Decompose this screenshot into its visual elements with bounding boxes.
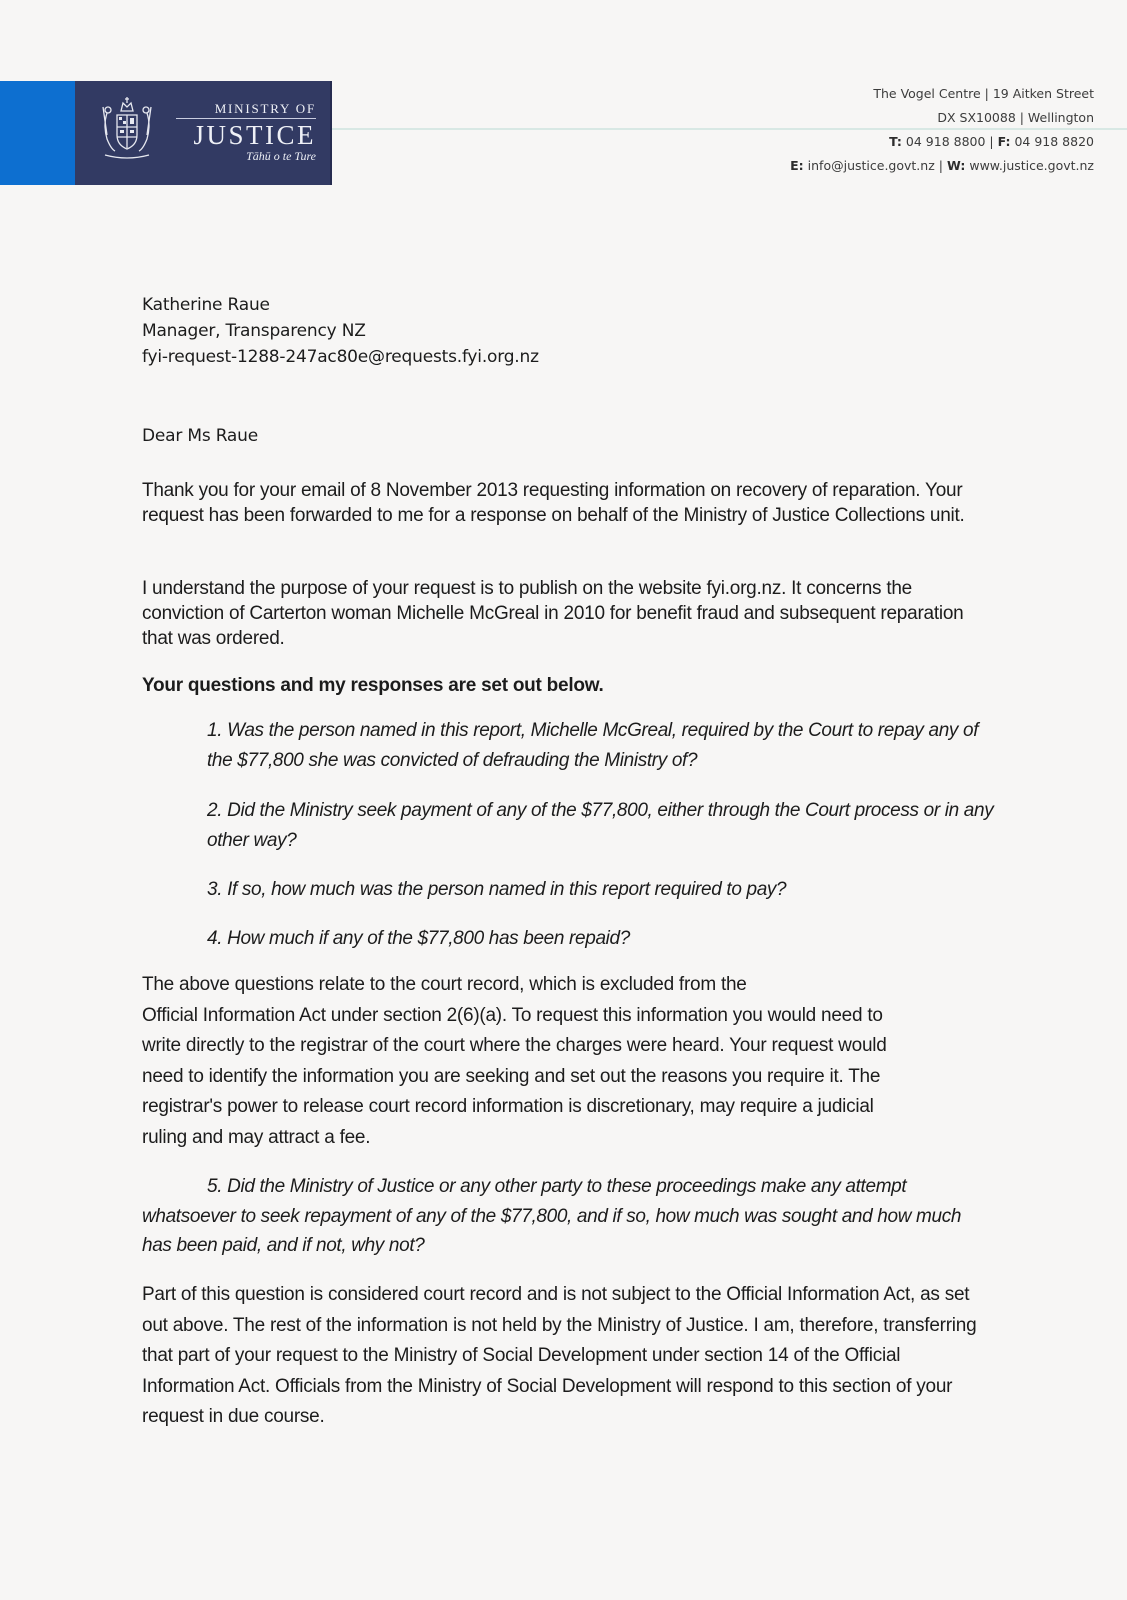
intro-paragraph: Thank you for your email of 8 November 2013 requesting information on recovery of reparation. Your request has been forwarded to me for a response on behalf of the Ministry of Justice Collections unit. (142, 480, 965, 526)
question-5 (142, 1172, 992, 1261)
salutation: Dear Ms Raue (142, 426, 258, 446)
response-line: registrar's power to release court record information is discretionary, may require a judicial (142, 1096, 874, 1117)
recipient-name: Katherine Raue (142, 295, 270, 315)
contact-block (790, 82, 1094, 178)
email-web-line (790, 154, 1094, 178)
question-text: Was the person named in this report, Michelle McGreal, required by the Court to repay any of the $77,800 she was convicted of defrauding the Ministry of? (207, 720, 979, 771)
wordmark-line2: JUSTICE (193, 120, 316, 150)
response-line: write directly to the registrar of the court where the charges were heard. Your request would (142, 1035, 887, 1056)
question-number: 2. (207, 800, 223, 821)
question-4 (207, 924, 997, 954)
address-line2: DX SX10088 | Wellington (937, 110, 1094, 125)
response-line: need to identify the information you are seeking and set out the reasons you require it. The (142, 1065, 881, 1087)
purpose-paragraph: I understand the purpose of your request is to publish on the website fyi.org.nz. It concerns the conviction of Carterton woman Michelle McGreal in 2010 for benefit fraud and subsequent reparation that was ordered. (142, 578, 964, 649)
ministry-logo (75, 81, 332, 185)
question-text: If so, how much was the person named in this report required to pay? (227, 879, 787, 900)
web-label: W: (946, 158, 966, 173)
question-3 (207, 875, 997, 905)
fax-label: F: (997, 134, 1011, 149)
question-text: Did the Ministry of Justice or any other party to these proceedings make any attempt whatsoever to seek repayment of any of the $77,800, and if so, how much was sought and how much has been paid, and if not, why not? (142, 1176, 962, 1256)
question-text: How much if any of the $77,800 has been repaid? (227, 928, 630, 949)
address-line1: The Vogel Centre | 19 Aitken Street (873, 86, 1094, 101)
questions-heading: Your questions and my responses are set out below. (142, 675, 604, 696)
question-2 (207, 796, 997, 855)
response-question-5: Part of this question is considered court record and is not subject to the Official Information Act, as set out above. The rest of the information is not held by the Ministry of Justice. I am, therefore, transferring that part of your request to the Ministry of Social Development under section 14 of the Official Information Act. Officials from the Ministry of Social Development will respond to this section of your request in due course. (142, 1284, 977, 1427)
contact-email: info@justice.govt.nz (807, 158, 935, 173)
recipient-address (142, 292, 539, 370)
email-label: E: (790, 158, 804, 173)
contact-website: www.justice.govt.nz (969, 158, 1094, 173)
question-number: 4. (207, 928, 223, 949)
brand-color-bar (0, 81, 75, 185)
separator: | (938, 158, 943, 173)
recipient-title: Manager, Transparency NZ (142, 321, 366, 341)
question-number: 1. (207, 720, 223, 741)
coat-of-arms-icon (97, 95, 157, 167)
question-number: 5. (207, 1176, 223, 1197)
question-1 (207, 716, 997, 775)
wordmark-line1: MINISTRY OF (176, 101, 316, 119)
question-number: 3. (207, 879, 223, 900)
wordmark-maori: Tāhū o te Ture (246, 149, 316, 163)
response-questions-1-4 (142, 970, 992, 1153)
fax-number: 04 918 8820 (1014, 134, 1094, 149)
ministry-wordmark (176, 101, 316, 163)
response-line: The above questions relate to the court record, which is excluded from the (142, 974, 747, 995)
separator: | (989, 134, 994, 149)
phone-label: T: (889, 134, 902, 149)
phone-fax-line (790, 130, 1094, 154)
recipient-email: fyi-request-1288-247ac80e@requests.fyi.org.nz (142, 347, 539, 367)
question-text: Did the Ministry seek payment of any of the $77,800, either through the Court process or in any other way? (207, 800, 994, 851)
phone-number: 04 918 8800 (905, 134, 986, 149)
response-line: ruling and may attract a fee. (142, 1126, 371, 1148)
response-line: Official Information Act under section 2(6)(a). To request this information you would need to (142, 1004, 883, 1026)
